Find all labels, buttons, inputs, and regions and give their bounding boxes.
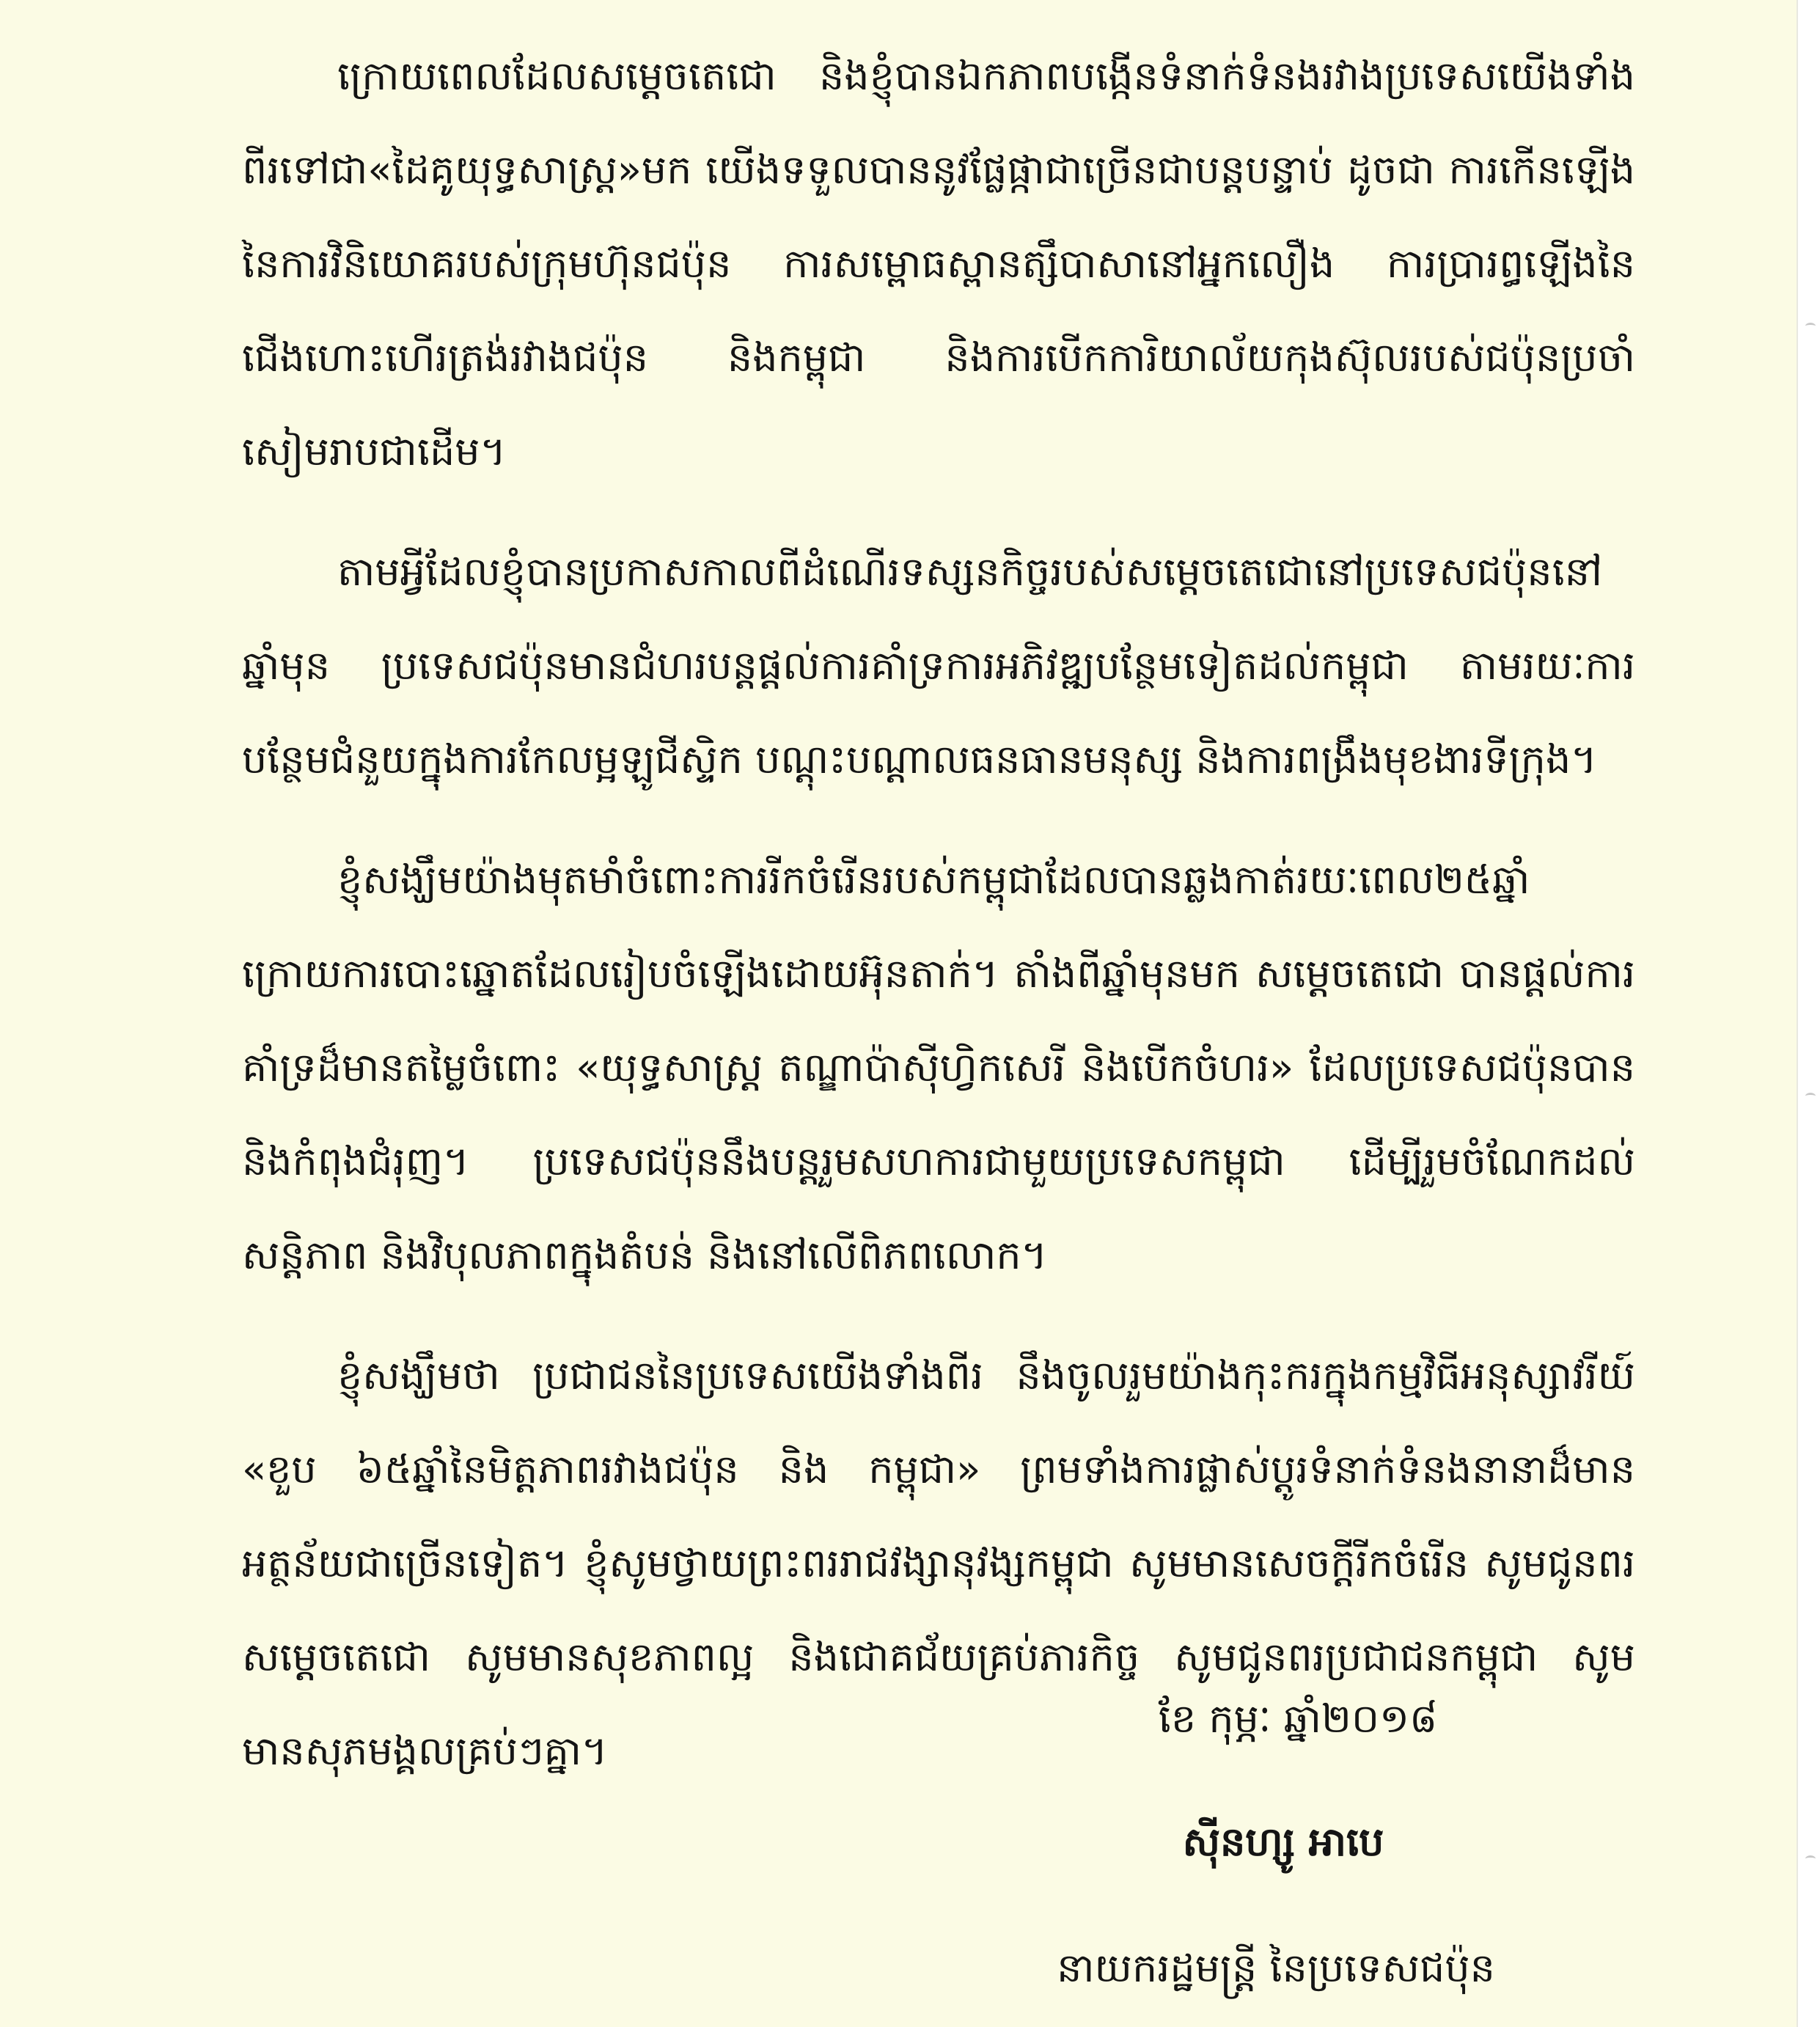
letter-body: [242, 29, 1635, 1825]
binder-hole-mark: [1805, 323, 1816, 329]
paragraph-2: តាមអ្វីដែលខ្ញុំបានប្រកាសកាលពីដំណើរទស្សនកិច្ចរបស់សម្តេចតេជោនៅប្រទេសជប៉ុននៅឆ្នាំមុន ប្រទេសជប៉ុនមានជំហរបន្តផ្តល់ការគាំទ្រការអភិវឌ្ឍបន្ថែមទៀតដល់កម្ពុជា តាមរយៈការបន្ថែមជំនួយក្នុងការកែលម្អឡូជីស្ទិក បណ្តុះបណ្តាលធនធានមនុស្ស និងការពង្រឹងមុខងារទីក្រុង។: [242, 549, 1635, 782]
paragraph-4: ខ្ញុំសង្ឃឹមថា ប្រជាជននៃប្រទេសយើងទាំងពីរ នឹងចូលរួមយ៉ាងកុះករក្នុងកម្មវិធីអនុស្សាវរីយ៍ «ខួប ៦៥ឆ្នាំនៃមិត្តភាពរវាងជប៉ុន និង កម្ពុជា» ព្រមទាំងការផ្លាស់ប្តូរទំនាក់ទំនងនានាដ៏មានអត្ថន័យជាច្រើនទៀត។ ខ្ញុំសូមថ្វាយព្រះពររាជវង្សានុវង្សកម្ពុជា សូមមានសេចក្តីរីកចំរើន សូមជូនពរសម្តេចតេជោ សូមមានសុខភាពល្អ និងជោគជ័យគ្រប់ភារកិច្ច សូមជូនពរប្រជាជនកម្ពុជា សូមមានសុភមង្គលគ្រប់ៗគ្នា។: [242, 1352, 1635, 1774]
letter-date: ខែ កុម្ភៈ ឆ្នាំ២០១៨: [1158, 1696, 1438, 1742]
binder-hole-mark: [1805, 1093, 1816, 1099]
paragraph-3: ខ្ញុំសង្ឃឹមយ៉ាងមុតមាំចំពោះការរីកចំរើនរបស់កម្ពុជាដែលបានឆ្លងកាត់រយៈពេល២៥ឆ្នាំ ក្រោយការបោះឆ្នោតដែលរៀបចំឡើងដោយអ៊ុនតាក់។ តាំងពីឆ្នាំមុនមក សម្តេចតេជោ បានផ្តល់ការគាំទ្រដ៏មានតម្លៃចំពោះ «យុទ្ធសាស្ត្រ តណ្ឌាប៉ាស៊ីហ្វិកសេរី និងបើកចំហរ» ដែលប្រទេសជប៉ុនបាននិងកំពុងជំរុញ។ ប្រទេសជប៉ុននឹងបន្តរួមសហការជាមួយប្រទេសកម្ពុជា ដើម្បីរួមចំណែកដល់សន្តិភាព និងវិបុលភាពក្នុងតំបន់ និងនៅលើពិភពលោក។: [242, 857, 1635, 1278]
paragraph-1: ក្រោយពេលដែលសម្តេចតេជោ និងខ្ញុំបានឯកភាពបង្កើនទំនាក់ទំនងរវាងប្រទេសយើងទាំងពីរទៅជា«ដៃគូយុទ្ធសាស្ត្រ»មក យើងទទួលបាននូវផ្លែផ្កាជាច្រើនជាបន្តបន្ទាប់ ដូចជា ការកើនឡើងនៃការវិនិយោគរបស់ក្រុមហ៊ុនជប៉ុន ការសម្ពោធស្ពានត្សឹបាសានៅអ្នកលឿង ការប្រារព្ធឡើងនៃជើងហោះហើរត្រង់រវាងជប៉ុន និងកម្ពុជា និងការបើកការិយាល័យកុងស៊ុលរបស់ជប៉ុនប្រចាំសៀមរាបជាដើម។: [242, 53, 1635, 474]
signer-title: នាយករដ្ឋមន្ត្រី នៃប្រទេសជប៉ុន: [1057, 1945, 1495, 1991]
binder-hole-mark: [1805, 1855, 1816, 1862]
scan-margin: [1797, 0, 1820, 2027]
signer-name: ស៊ីនហ្សូ អាបេ: [1182, 1819, 1384, 1865]
